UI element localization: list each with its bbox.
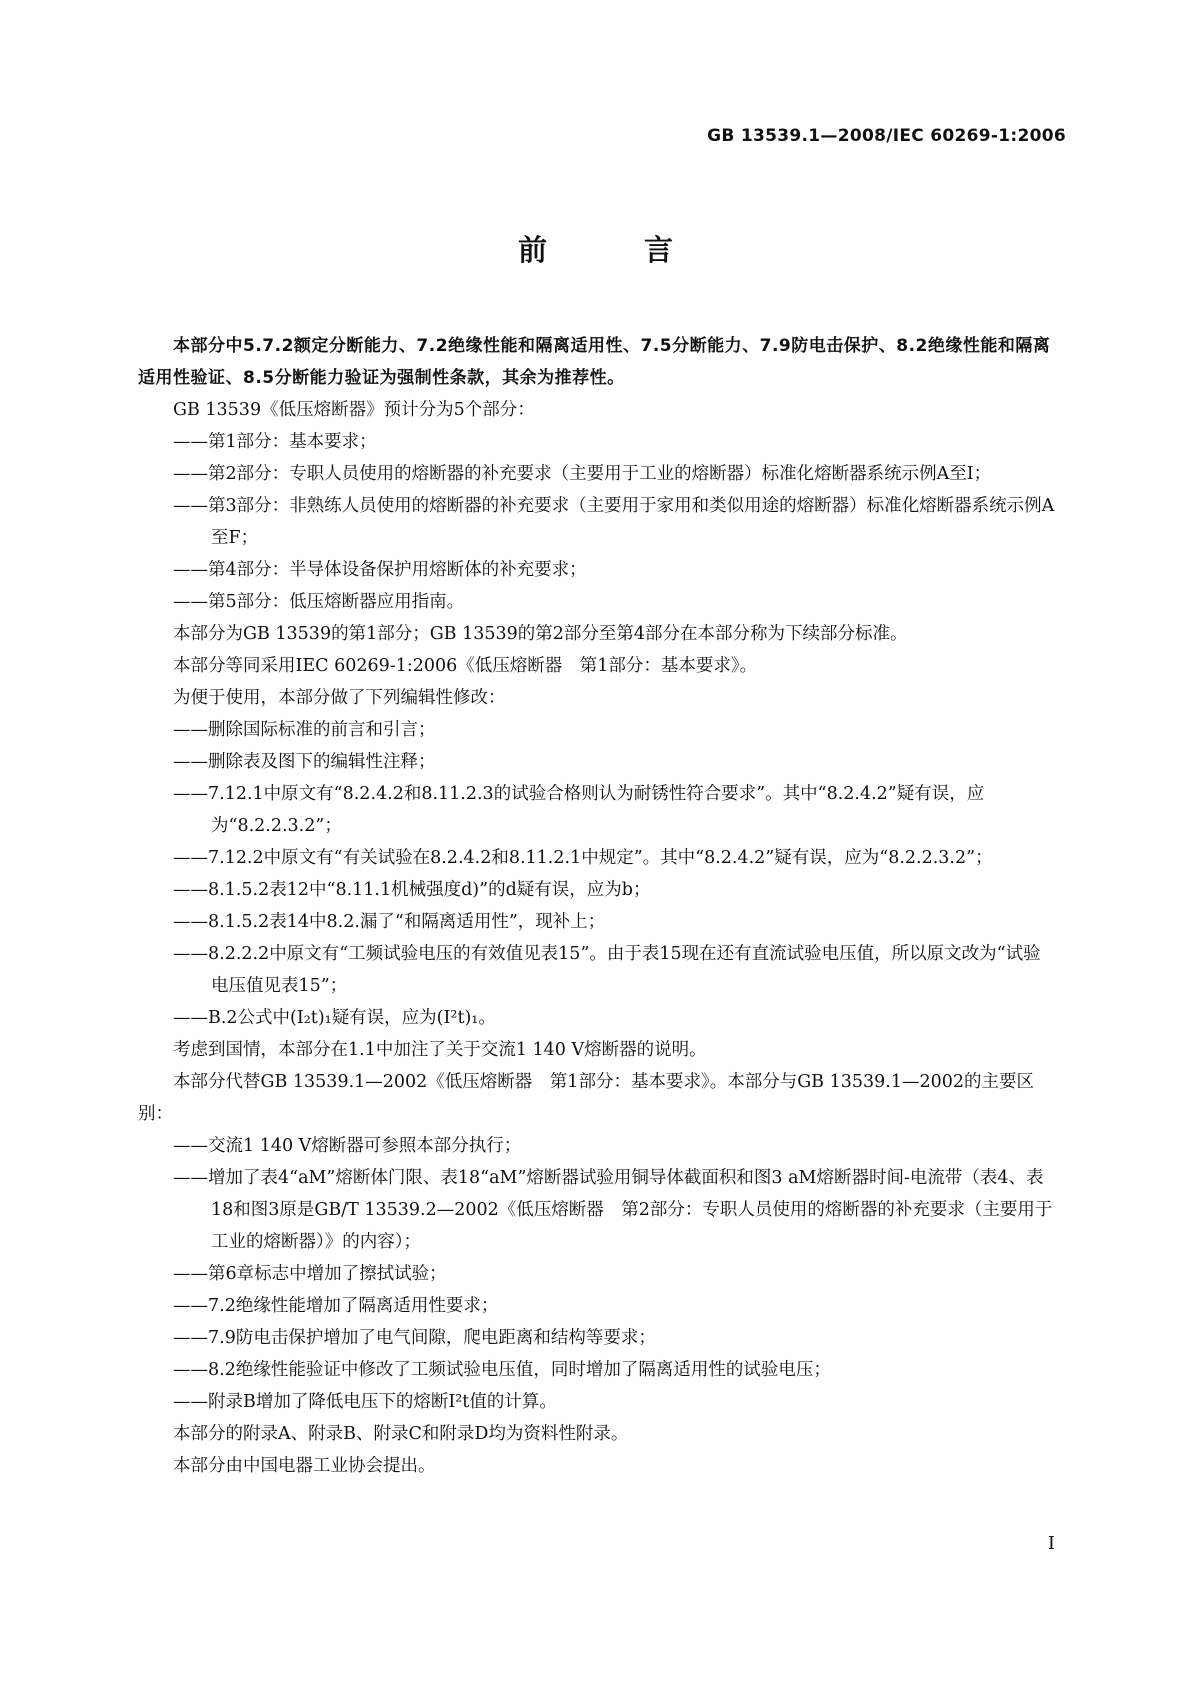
list-item: ——第3部分：非熟练人员使用的熔断器的补充要求（主要用于家用和类似用途的熔断器）标准化熔断器系统示例A至F； [173, 496, 1055, 548]
list-item: ——删除国际标准的前言和引言； [173, 720, 436, 740]
paragraph: 本部分的附录A、附录B、附录C和附录D均为资料性附录。 [173, 1424, 629, 1444]
list-item: ——第2部分：专职人员使用的熔断器的补充要求（主要用于工业的熔断器）标准化熔断器系统示例A至I； [173, 464, 992, 484]
page-number: I [1047, 1533, 1055, 1554]
paragraph: 本部分为GB 13539的第1部分；GB 13539的第2部分至第4部分在本部分称为下续部分标准。 [173, 624, 908, 644]
paragraph: GB 13539《低压熔断器》预计分为5个部分： [173, 400, 535, 420]
list-item: ——8.2.2.2中原文有“工频试验电压的有效值见表15”。由于表15现在还有直流试验电压值，所以原文改为“试验电压值见表15”； [173, 944, 1041, 996]
list-item: ——B.2公式中(I₂t)₁疑有误，应为(I²t)₁。 [173, 1008, 496, 1028]
list-item: ——8.1.5.2表14中8.2.漏了“和隔离适用性”，现补上； [173, 912, 606, 932]
list-item: ——7.12.1中原文有“8.2.4.2和8.11.2.3的试验合格则认为耐锈性符合要求”。其中“8.2.4.2”疑有误，应为“8.2.2.3.2”； [173, 784, 985, 836]
list-item: ——7.9防电击保护增加了电气间隙，爬电距离和结构等要求； [173, 1328, 656, 1348]
paragraph: 本部分由中国电器工业协会提出。 [173, 1456, 436, 1476]
list-item: ——第6章标志中增加了擦拭试验； [173, 1264, 447, 1284]
page-title: 前 言 [517, 233, 707, 267]
paragraph: 本部分代替GB 13539.1—2002《低压熔断器 第1部分：基本要求》。本部分与GB 13539.1—2002的主要区别： [138, 1072, 1034, 1124]
list-item: ——8.1.5.2表12中“8.11.1机械强度d)”的d疑有误，应为b； [173, 880, 651, 900]
list-item: ——8.2绝缘性能验证中修改了工频试验电压值，同时增加了隔离适用性的试验电压； [173, 1360, 831, 1380]
list-item: ——7.12.2中原文有“有关试验在8.2.4.2和8.11.2.1中规定”。其中“8.2.4.2”疑有误，应为“8.2.2.3.2”； [173, 848, 993, 868]
standard-id-header: GB 13539.1—2008/IEC 60269-1:2006 [707, 126, 1066, 146]
list-item: ——第5部分：低压熔断器应用指南。 [173, 592, 465, 612]
list-item: ——7.2绝缘性能增加了隔离适用性要求； [173, 1296, 499, 1316]
document-body [138, 330, 1058, 1482]
paragraph: 考虑到国情，本部分在1.1中加注了关于交流1 140 V熔断器的说明。 [173, 1040, 707, 1060]
paragraph: 本部分等同采用IEC 60269-1:2006《低压熔断器 第1部分：基本要求》。 [173, 656, 758, 676]
list-item: ——增加了表4“aM”熔断体门限、表18“aM”熔断器试验用铜导体截面积和图3 aM熔断器时间-电流带（表4、表18和图3原是GB/T 13539.2—2002《低压熔断器 第2部分：专职人员使用的熔断器的补充要求（主要用于工业的熔断器）》的内容）； [173, 1168, 1053, 1252]
list-item: ——附录B增加了降低电压下的熔断I²t值的计算。 [173, 1392, 557, 1412]
list-item: ——删除表及图下的编辑性注释； [173, 752, 436, 772]
list-item: ——交流1 140 V熔断器可参照本部分执行； [173, 1136, 522, 1156]
paragraph: 为便于使用，本部分做了下列编辑性修改： [173, 688, 506, 708]
paragraph-mandatory-clauses: 本部分中5.7.2额定分断能力、7.2绝缘性能和隔离适用性、7.5分断能力、7.9防电击保护、8.2绝缘性能和隔离适用性验证、8.5分断能力验证为强制性条款，其余为推荐性。 [138, 336, 1051, 388]
list-item: ——第1部分：基本要求； [173, 432, 377, 452]
list-item: ——第4部分：半导体设备保护用熔断体的补充要求； [173, 560, 587, 580]
